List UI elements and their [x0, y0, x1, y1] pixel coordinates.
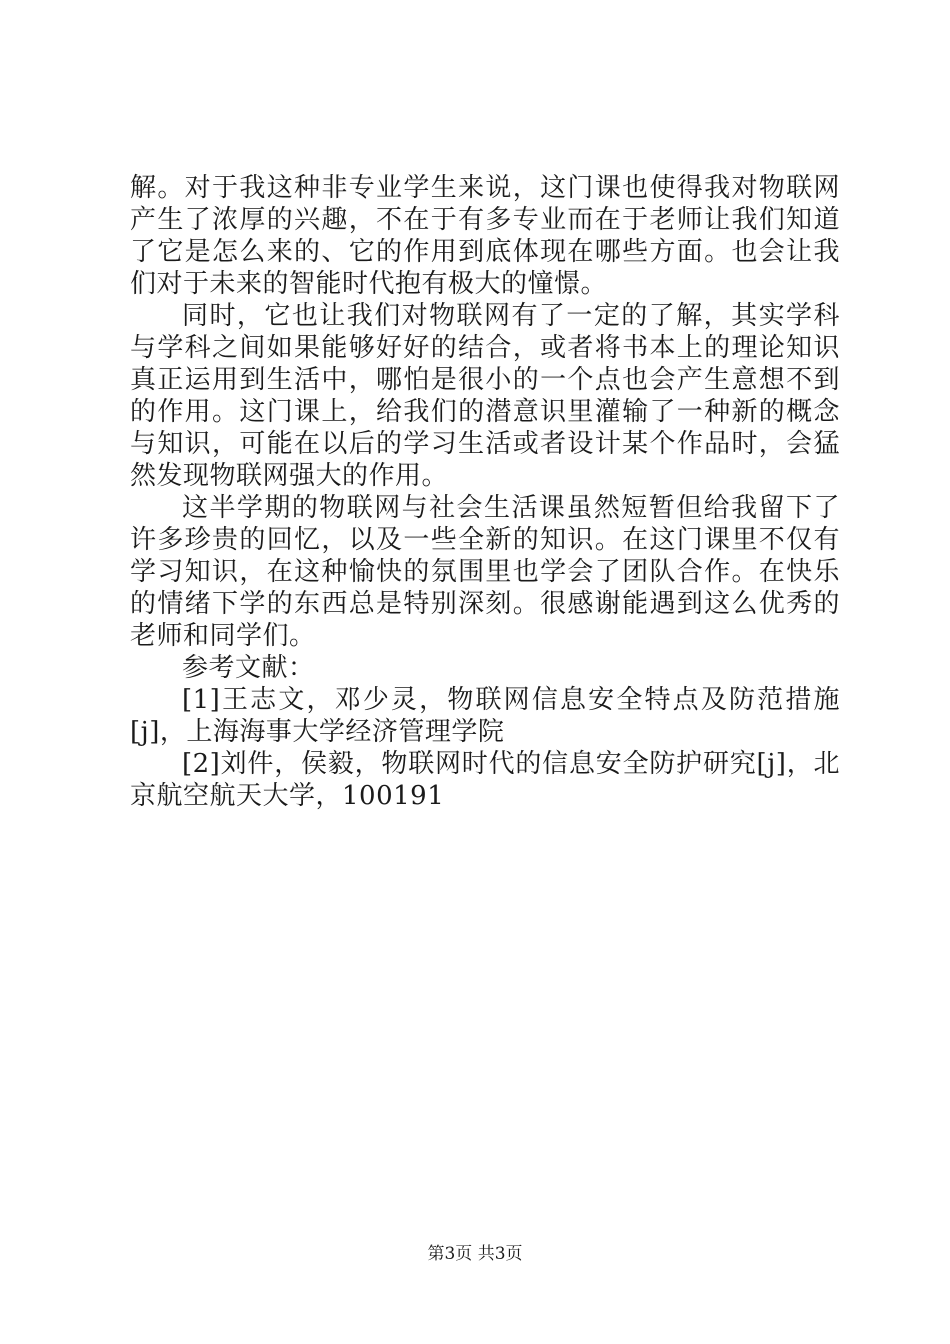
paragraph-tongshi: 同时，它也让我们对物联网有了一定的了解，其实学科与学科之间如果能够好好的结合，或者将书本上的理论知识真正运用到生活中，哪怕是很小的一个点也会产生意想不到的作用。这门课上，给我们的潜意识里灌输了一种新的概念与知识，可能在以后的学习生活或者设计某个作品时，会猛然发现物联网强大的作用。	[130, 301, 840, 491]
page-footer: 第3页 共3页	[427, 1244, 523, 1264]
paragraph-continuation: 解。对于我这种非专业学生来说，这门课也使得我对物联网产生了浓厚的兴趣，不在于有多专业而在于老师让我们知道了它是怎么来的、它的作用到底体现在哪些方面。也会让我们对于未来的智能时代抱有极大的憧憬。	[130, 173, 840, 299]
reference-item-2: [2]刘件，侯毅，物联网时代的信息安全防护研究[j]，北京航空航天大学，100191	[130, 749, 840, 811]
paragraph-conclusion: 这半学期的物联网与社会生活课虽然短暂但给我留下了许多珍贵的回忆，以及一些全新的知识。在这门课里不仅有学习知识，在这种愉快的氛围里也学会了团队合作。在快乐的情绪下学的东西总是特别深刻。很感谢能遇到这么优秀的老师和同学们。	[130, 493, 840, 651]
document-body	[130, 172, 840, 812]
references-heading: 参考文献：	[182, 653, 315, 683]
reference-item-1: [1]王志文，邓少灵，物联网信息安全特点及防范措施[j]，上海海事大学经济管理学院	[130, 685, 840, 747]
